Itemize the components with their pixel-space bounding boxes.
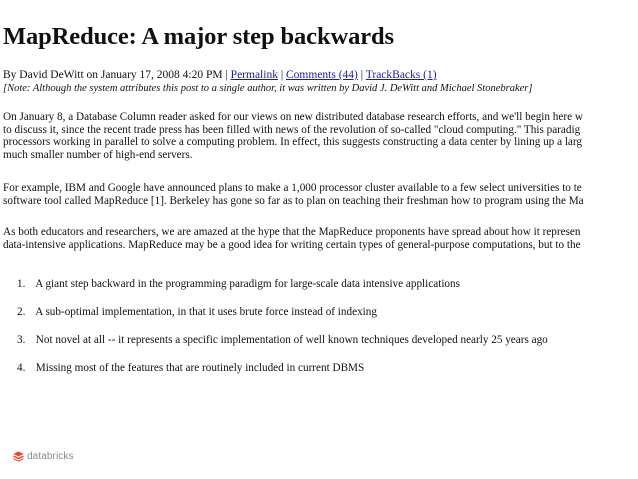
paragraph-line: processors working in parallel to solve a computing problem. In effect, this suggests constructing a data center by lining up a larg xyxy=(3,136,583,148)
databricks-logo-icon xyxy=(13,451,24,462)
list-item xyxy=(17,278,548,306)
paragraph-hype xyxy=(3,226,638,251)
paragraph-line: On January 8, a Database Column reader asked for our views on new distributed database research efforts, and we'll begin here w xyxy=(3,111,583,123)
byline-separator: | xyxy=(277,69,287,81)
byline-author-date: By David DeWitt on January 17, 2008 4:20 PM | xyxy=(3,69,231,81)
list-item xyxy=(17,362,548,390)
list-text: A sub-optimal implementation, in that it uses brute force instead of indexing xyxy=(35,306,377,318)
paragraph-line: much smaller number of high-end servers. xyxy=(3,148,193,161)
paragraph-line: For example, IBM and Google have announced plans to make a 1,000 processor cluster available to a few select universities to te xyxy=(3,182,582,194)
article-title: MapReduce: A major step backwards xyxy=(3,23,394,50)
paragraph-line: As both educators and researchers, we are amazed at the hype that the MapReduce proponents have spread about how it represen xyxy=(3,226,581,238)
list-text: Missing most of the features that are routinely included in current DBMS xyxy=(35,362,365,374)
list-number: 4. xyxy=(17,362,26,374)
paragraph-line: data-intensive applications. MapReduce may be a good idea for writing certain types of general-purpose computations, but to the xyxy=(3,238,581,251)
databricks-logo xyxy=(13,451,74,462)
list-item xyxy=(17,306,548,334)
permalink-link[interactable]: Permalink xyxy=(230,69,278,81)
logo-wordmark: databricks xyxy=(27,451,74,462)
trackbacks-link[interactable]: TrackBacks (1) xyxy=(365,69,437,81)
list-text: A giant step backward in the programming paradigm for large-scale data intensive applications xyxy=(35,278,460,290)
author-note: [Note: Although the system attributes this post to a single author, it was written by David J. DeWitt and Michael Stonebraker] xyxy=(3,83,533,94)
byline xyxy=(3,68,437,82)
paragraph-line: to discuss it, since the recent trade press has been filled with news of the revolution of so-called "cloud computing." This paradig xyxy=(3,123,581,136)
list-text: Not novel at all -- it represents a specific implementation of well known techniques developed nearly 25 years ago xyxy=(35,334,548,346)
paragraph-intro xyxy=(3,111,638,161)
list-number: 2. xyxy=(17,306,26,318)
list-item xyxy=(17,334,548,362)
list-number: 3. xyxy=(17,334,26,346)
paragraph-example xyxy=(3,182,638,207)
list-number: 1. xyxy=(17,278,26,290)
points-list xyxy=(17,278,548,390)
byline-separator: | xyxy=(357,69,366,81)
paragraph-line: software tool called MapReduce [1]. Berkeley has gone so far as to plan on teaching their freshman how to program using the Ma xyxy=(3,194,584,207)
comments-link[interactable]: Comments (44) xyxy=(286,69,358,81)
